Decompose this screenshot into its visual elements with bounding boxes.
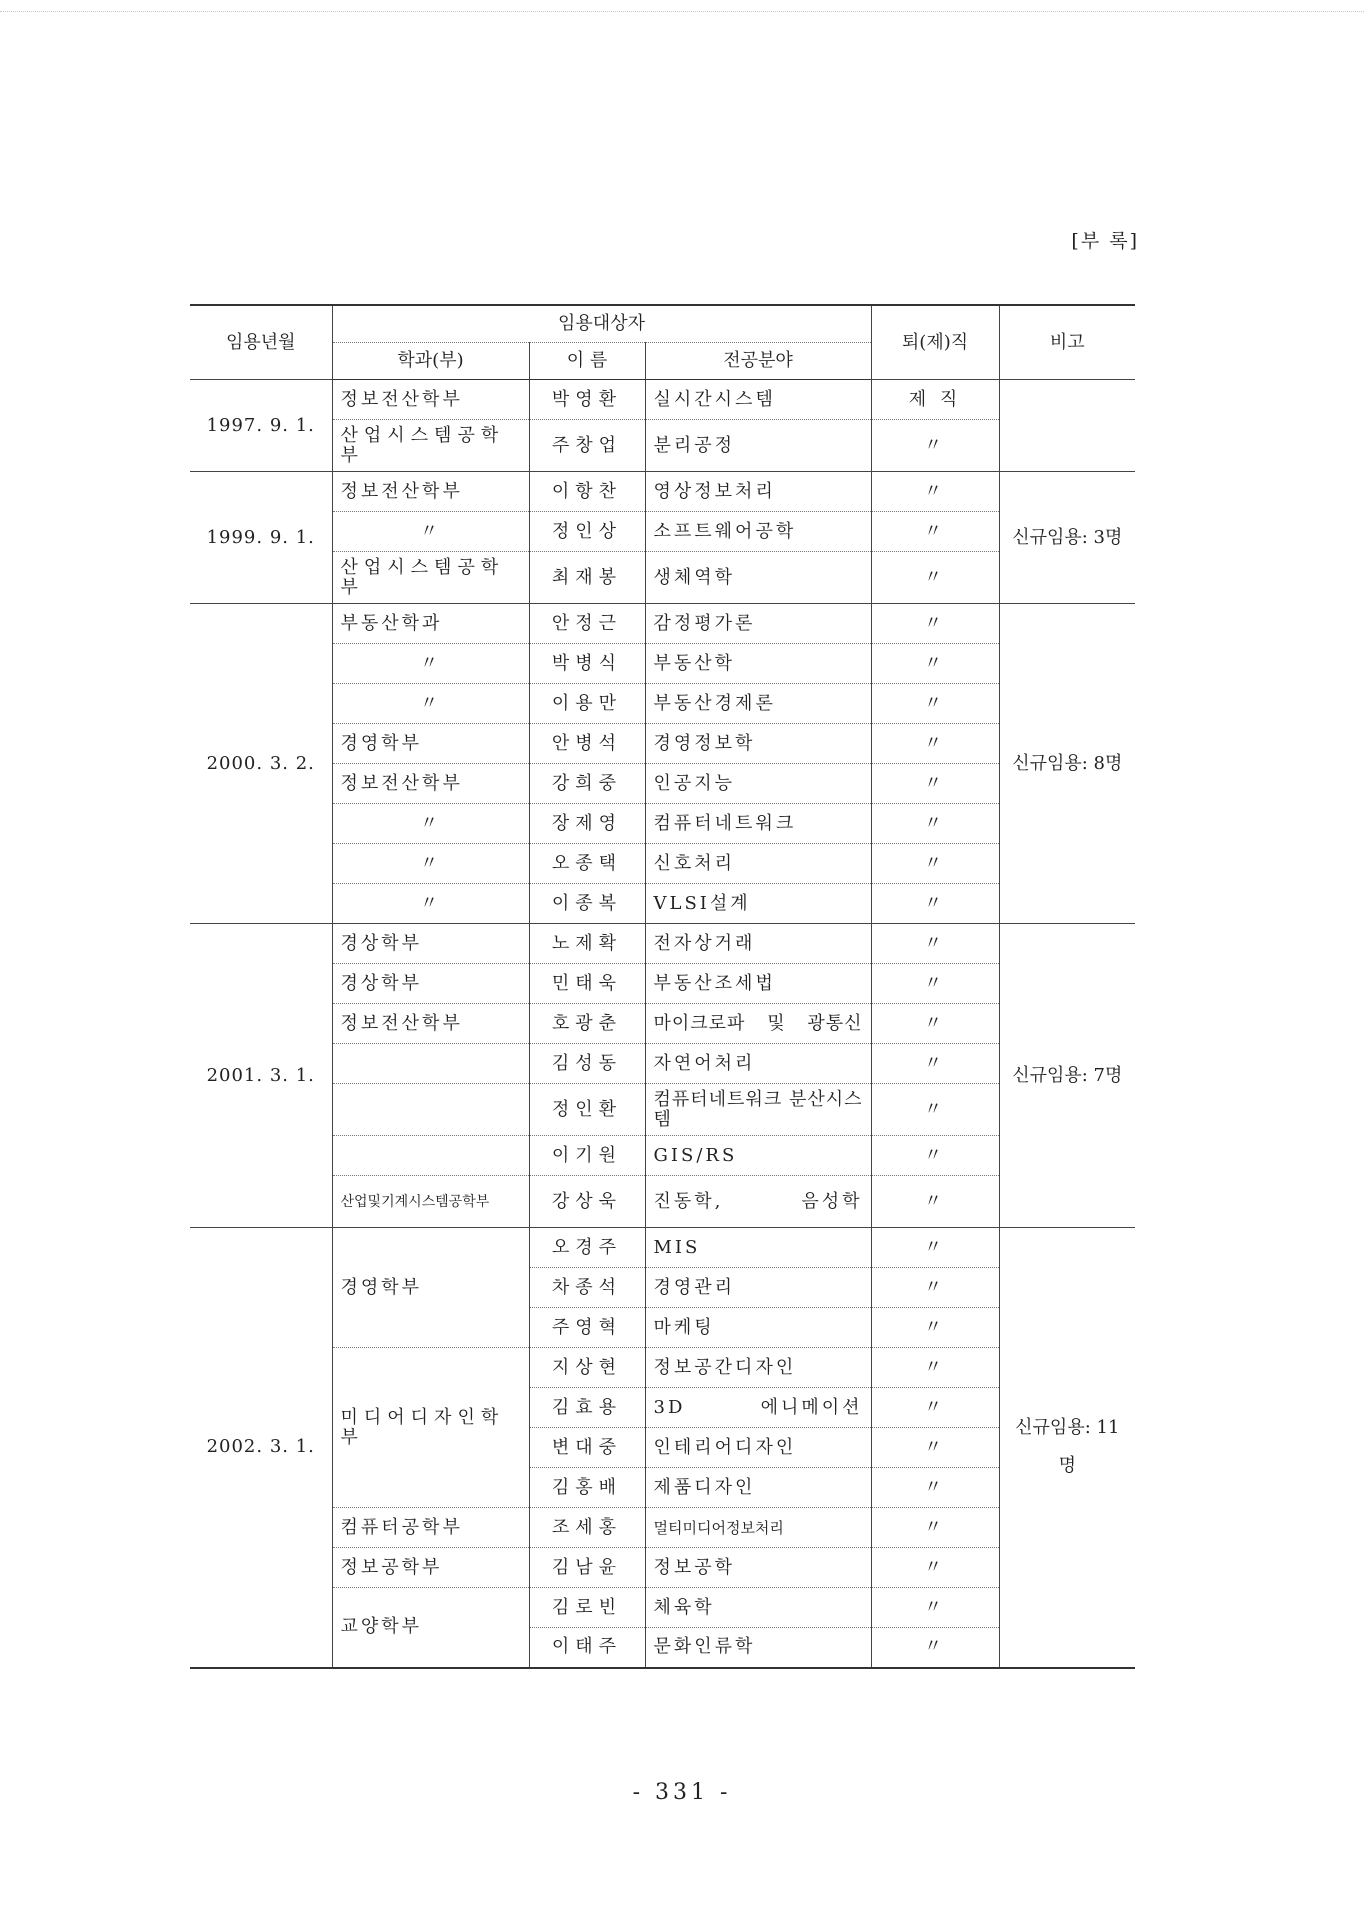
major-field: 정보공학 xyxy=(645,1548,871,1588)
status-cell: 〃 xyxy=(871,1044,999,1084)
status-cell: 〃 xyxy=(871,1136,999,1176)
person-name: 오종택 xyxy=(529,844,645,884)
status-cell: 〃 xyxy=(871,1268,999,1308)
status-cell: 〃 xyxy=(871,1004,999,1044)
major-field: 소프트웨어공학 xyxy=(645,512,871,552)
person-name: 이기원 xyxy=(529,1136,645,1176)
table-row xyxy=(190,1176,1135,1228)
person-name: 박영환 xyxy=(529,380,645,420)
department-cell: 경영학부 xyxy=(332,1228,529,1348)
table-row xyxy=(190,1348,1135,1388)
header-dept: 학과(부) xyxy=(332,343,529,380)
person-name: 박병식 xyxy=(529,644,645,684)
status-cell: 〃 xyxy=(871,1348,999,1388)
table-body xyxy=(190,380,1135,1668)
status-cell: 〃 xyxy=(871,1548,999,1588)
note-cell: 신규임용: 7명 xyxy=(999,924,1135,1228)
major-field: 생체역학 xyxy=(645,552,871,604)
status-cell: 〃 xyxy=(871,552,999,604)
person-name: 강희중 xyxy=(529,764,645,804)
department-cell: 산업시스템공학부 xyxy=(332,552,529,604)
table-row xyxy=(190,884,1135,924)
major-field: 제품디자인 xyxy=(645,1468,871,1508)
person-name: 주창업 xyxy=(529,420,645,472)
person-name: 민태욱 xyxy=(529,964,645,1004)
appointment-table xyxy=(190,304,1135,1669)
person-name: 이용만 xyxy=(529,684,645,724)
department-cell: 산업및기계시스템공학부 xyxy=(332,1176,529,1228)
person-name: 이항찬 xyxy=(529,472,645,512)
department-cell: 정보공학부 xyxy=(332,1548,529,1588)
header-year: 임용년월 xyxy=(190,305,332,380)
appointment-date: 1997. 9. 1. xyxy=(190,380,332,472)
status-cell: 〃 xyxy=(871,884,999,924)
person-name: 노제확 xyxy=(529,924,645,964)
header-target: 임용대상자 xyxy=(332,305,871,343)
table-row xyxy=(190,604,1135,644)
department-cell: 산업시스템공학부 xyxy=(332,420,529,472)
major-field: GIS/RS xyxy=(645,1136,871,1176)
major-field: 체육학 xyxy=(645,1588,871,1628)
department-cell: 교양학부 xyxy=(332,1588,529,1668)
department-cell: 정보전산학부 xyxy=(332,472,529,512)
department-cell xyxy=(332,1044,529,1084)
person-name: 조세홍 xyxy=(529,1508,645,1548)
major-field: 정보공간디자인 xyxy=(645,1348,871,1388)
status-cell: 〃 xyxy=(871,1176,999,1228)
major-field: 인테리어디자인 xyxy=(645,1428,871,1468)
major-field: 신호처리 xyxy=(645,844,871,884)
department-cell: 경상학부 xyxy=(332,924,529,964)
department-cell: 경상학부 xyxy=(332,964,529,1004)
person-name: 김남윤 xyxy=(529,1548,645,1588)
person-name: 주영혁 xyxy=(529,1308,645,1348)
department-cell: 〃 xyxy=(332,884,529,924)
status-cell: 〃 xyxy=(871,472,999,512)
department-cell: 컴퓨터공학부 xyxy=(332,1508,529,1548)
note-cell: 신규임용: 11명 xyxy=(999,1228,1135,1668)
status-cell: 〃 xyxy=(871,764,999,804)
major-field: 문화인류학 xyxy=(645,1628,871,1668)
status-cell: 〃 xyxy=(871,1588,999,1628)
major-field: 분리공정 xyxy=(645,420,871,472)
department-cell: 〃 xyxy=(332,644,529,684)
status-cell: 〃 xyxy=(871,604,999,644)
status-cell: 〃 xyxy=(871,844,999,884)
major-field: MIS xyxy=(645,1228,871,1268)
status-cell: 〃 xyxy=(871,512,999,552)
status-cell: 〃 xyxy=(871,724,999,764)
person-name: 변대중 xyxy=(529,1428,645,1468)
appointment-date: 1999. 9. 1. xyxy=(190,472,332,604)
table-row xyxy=(190,1588,1135,1628)
table-row xyxy=(190,924,1135,964)
person-name: 오경주 xyxy=(529,1228,645,1268)
department-cell: 〃 xyxy=(332,684,529,724)
person-name: 김로빈 xyxy=(529,1588,645,1628)
table-row xyxy=(190,512,1135,552)
major-field: 컴퓨터네트워크 xyxy=(645,804,871,844)
status-cell: 〃 xyxy=(871,1388,999,1428)
person-name: 장제영 xyxy=(529,804,645,844)
status-cell: 제 직 xyxy=(871,380,999,420)
top-edge-line xyxy=(0,11,1364,12)
status-cell: 〃 xyxy=(871,1084,999,1136)
appointment-date: 2000. 3. 2. xyxy=(190,604,332,924)
person-name: 안병석 xyxy=(529,724,645,764)
appendix-label: [부 록] xyxy=(1071,230,1139,252)
department-cell: 경영학부 xyxy=(332,724,529,764)
major-field: 진동학, 음성학 xyxy=(645,1176,871,1228)
person-name: 김효용 xyxy=(529,1388,645,1428)
table-row xyxy=(190,380,1135,420)
table-row xyxy=(190,644,1135,684)
table-row xyxy=(190,1136,1135,1176)
major-field: 멀티미디어정보처리 xyxy=(645,1508,871,1548)
status-cell: 〃 xyxy=(871,1428,999,1468)
table-row xyxy=(190,1004,1135,1044)
person-name: 정인환 xyxy=(529,1084,645,1136)
table-row xyxy=(190,684,1135,724)
status-cell: 〃 xyxy=(871,1628,999,1668)
appointment-date: 2001. 3. 1. xyxy=(190,924,332,1228)
status-cell: 〃 xyxy=(871,684,999,724)
major-field: 컴퓨터네트워크 분산시스템 xyxy=(645,1084,871,1136)
status-cell: 〃 xyxy=(871,924,999,964)
appointment-date: 2002. 3. 1. xyxy=(190,1228,332,1668)
header-field: 전공분야 xyxy=(645,343,871,380)
table-row xyxy=(190,1044,1135,1084)
major-field: 부동산학 xyxy=(645,644,871,684)
status-cell: 〃 xyxy=(871,644,999,684)
department-cell xyxy=(332,1084,529,1136)
department-cell: 〃 xyxy=(332,512,529,552)
major-field: 3D 에니메이션 xyxy=(645,1388,871,1428)
major-field: 부동산조세법 xyxy=(645,964,871,1004)
table-row xyxy=(190,724,1135,764)
department-cell: 〃 xyxy=(332,844,529,884)
table-row xyxy=(190,764,1135,804)
major-field: 마케팅 xyxy=(645,1308,871,1348)
major-field: 경영정보학 xyxy=(645,724,871,764)
person-name: 지상현 xyxy=(529,1348,645,1388)
major-field: VLSI설계 xyxy=(645,884,871,924)
page-number: - 331 - xyxy=(632,1780,732,1805)
status-cell: 〃 xyxy=(871,1468,999,1508)
status-cell: 〃 xyxy=(871,964,999,1004)
status-cell: 〃 xyxy=(871,420,999,472)
person-name: 김성동 xyxy=(529,1044,645,1084)
person-name: 이태주 xyxy=(529,1628,645,1668)
table-row xyxy=(190,804,1135,844)
person-name: 강상욱 xyxy=(529,1176,645,1228)
person-name: 호광춘 xyxy=(529,1004,645,1044)
header-name: 이 름 xyxy=(529,343,645,380)
table-row xyxy=(190,420,1135,472)
department-cell: 부동산학과 xyxy=(332,604,529,644)
note-cell: 신규임용: 3명 xyxy=(999,472,1135,604)
table-row xyxy=(190,1548,1135,1588)
major-field: 부동산경제론 xyxy=(645,684,871,724)
person-name: 최재봉 xyxy=(529,552,645,604)
header-note: 비고 xyxy=(999,305,1135,380)
person-name: 김홍배 xyxy=(529,1468,645,1508)
major-field: 실시간시스템 xyxy=(645,380,871,420)
table-row xyxy=(190,1084,1135,1136)
note-cell xyxy=(999,380,1135,472)
table-row xyxy=(190,1508,1135,1548)
department-cell: 미디어디자인학부 xyxy=(332,1348,529,1508)
table-row xyxy=(190,1228,1135,1268)
department-cell: 정보전산학부 xyxy=(332,380,529,420)
major-field: 전자상거래 xyxy=(645,924,871,964)
person-name: 이종복 xyxy=(529,884,645,924)
table-row xyxy=(190,964,1135,1004)
department-cell: 정보전산학부 xyxy=(332,764,529,804)
status-cell: 〃 xyxy=(871,1228,999,1268)
major-field: 인공지능 xyxy=(645,764,871,804)
table-row xyxy=(190,844,1135,884)
status-cell: 〃 xyxy=(871,1508,999,1548)
note-cell: 신규임용: 8명 xyxy=(999,604,1135,924)
person-name: 차종석 xyxy=(529,1268,645,1308)
department-cell xyxy=(332,1136,529,1176)
status-cell: 〃 xyxy=(871,804,999,844)
table-row xyxy=(190,552,1135,604)
person-name: 안정근 xyxy=(529,604,645,644)
department-cell: 〃 xyxy=(332,804,529,844)
major-field: 자연어처리 xyxy=(645,1044,871,1084)
status-cell: 〃 xyxy=(871,1308,999,1348)
major-field: 경영관리 xyxy=(645,1268,871,1308)
major-field: 영상정보처리 xyxy=(645,472,871,512)
person-name: 정인상 xyxy=(529,512,645,552)
header-status: 퇴(제)직 xyxy=(871,305,999,380)
department-cell: 정보전산학부 xyxy=(332,1004,529,1044)
major-field: 마이크로파 및 광통신 xyxy=(645,1004,871,1044)
major-field: 감정평가론 xyxy=(645,604,871,644)
table-row xyxy=(190,472,1135,512)
